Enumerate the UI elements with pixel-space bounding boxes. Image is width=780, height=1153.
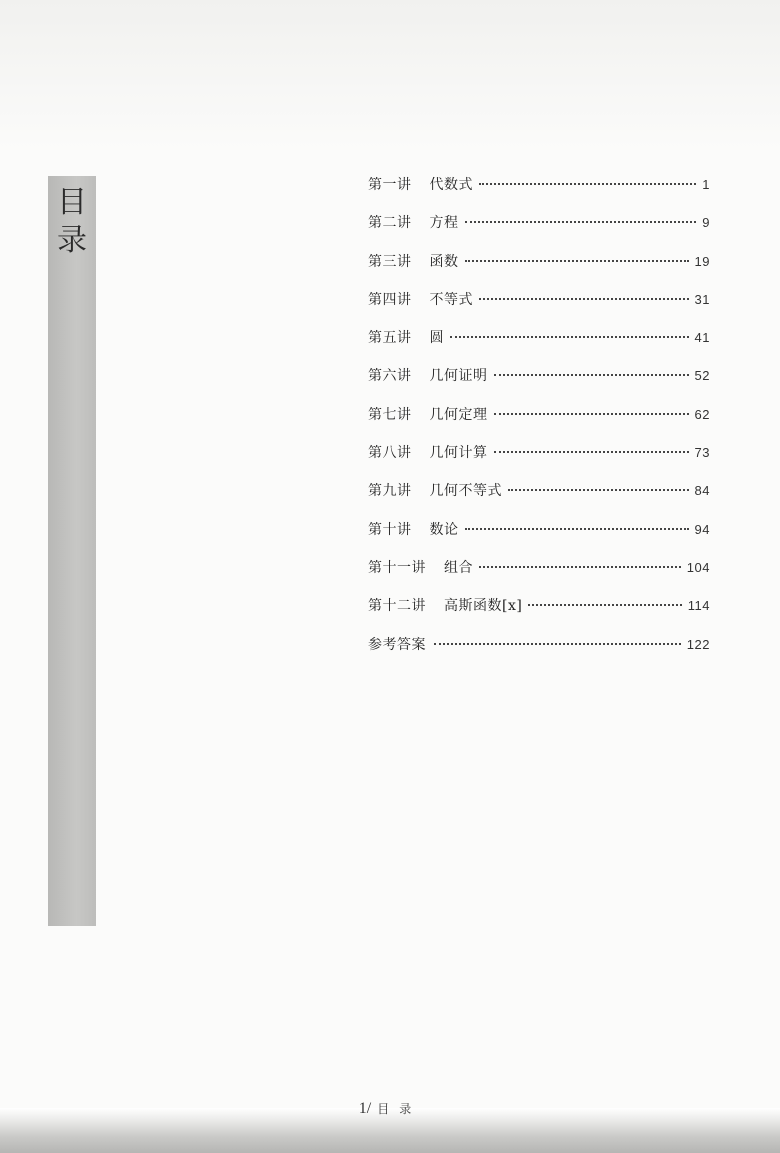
toc-chapter: 第四讲 <box>368 291 412 308</box>
toc-chapter: 第一讲 <box>368 177 412 193</box>
toc-leader-dots <box>465 260 689 262</box>
toc-entry[interactable] <box>368 595 710 633</box>
sidebar-title-char: 目 <box>57 185 87 220</box>
toc-page-number: 62 <box>694 406 710 422</box>
toc-title: 几何计算 <box>429 445 488 462</box>
toc-page-number: 114 <box>687 598 710 614</box>
toc-title: 几何定理 <box>429 406 488 423</box>
toc-entry[interactable] <box>368 404 710 442</box>
sidebar-title-char: 录 <box>57 223 87 258</box>
toc-title: 函数 <box>429 253 459 270</box>
toc-title: 数论 <box>429 521 459 538</box>
toc-leader-dots <box>508 489 689 491</box>
toc-page-number: 122 <box>686 636 710 652</box>
page-footer <box>0 1100 780 1118</box>
toc-entry[interactable] <box>368 365 710 403</box>
toc-chapter: 第十二讲 <box>368 598 426 615</box>
footer-label: 目录 <box>377 1102 422 1116</box>
toc-chapter: 第九讲 <box>368 483 412 500</box>
scan-shadow <box>0 0 780 150</box>
toc-page-number: 73 <box>694 445 710 461</box>
toc-chapter: 第三讲 <box>368 253 412 270</box>
toc-page-number: 52 <box>694 368 710 384</box>
footer-page-number: 1/ <box>358 1100 372 1117</box>
toc-leader-dots <box>465 221 697 223</box>
toc-leader-dots <box>479 566 681 568</box>
toc-entry[interactable] <box>368 289 710 327</box>
toc-entry[interactable] <box>368 480 710 518</box>
toc-chapter: 第二讲 <box>368 215 412 232</box>
toc-title: 方程 <box>429 215 459 232</box>
toc-leader-dots <box>494 374 689 376</box>
toc-title: 圆 <box>429 330 444 347</box>
toc-page-number: 41 <box>694 330 710 346</box>
toc-leader-dots <box>494 451 689 453</box>
toc-chapter: 第八讲 <box>368 445 412 462</box>
toc-leader-dots <box>528 604 681 606</box>
toc-chapter: 第六讲 <box>368 368 412 385</box>
toc-entry[interactable] <box>368 519 710 557</box>
toc-entry-answers[interactable] <box>368 634 710 672</box>
toc-entry[interactable] <box>368 557 710 595</box>
toc-title: 组合 <box>444 559 473 576</box>
toc-title: 代数式 <box>429 177 473 193</box>
toc-chapter: 第十讲 <box>368 521 412 538</box>
toc-title: 几何证明 <box>429 368 488 385</box>
toc-title: 高斯函数[x] <box>444 598 523 615</box>
toc-page-number: 31 <box>694 291 710 307</box>
toc-leader-dots <box>465 528 689 530</box>
sidebar-title <box>48 184 96 260</box>
toc-title: 几何不等式 <box>429 483 502 500</box>
sidebar-band <box>48 176 96 926</box>
toc-leader-dots <box>479 183 696 185</box>
toc-page-number: 1 <box>702 177 710 192</box>
toc-entry[interactable] <box>368 174 710 212</box>
toc-leader-dots <box>434 643 681 645</box>
toc-leader-dots <box>479 298 689 300</box>
toc-entry[interactable] <box>368 251 710 289</box>
toc-page-number: 84 <box>694 483 710 499</box>
toc-chapter: 第十一讲 <box>368 559 426 576</box>
toc-page-number: 9 <box>702 215 710 231</box>
toc-leader-dots <box>494 413 689 415</box>
toc-chapter: 第五讲 <box>368 330 412 347</box>
toc-entry[interactable] <box>368 327 710 365</box>
toc-page-number: 104 <box>686 559 710 575</box>
toc-entry[interactable] <box>368 212 710 250</box>
toc-entry[interactable] <box>368 442 710 480</box>
toc-title: 不等式 <box>429 291 473 308</box>
toc-title: 参考答案 <box>368 636 426 653</box>
toc-page-number: 94 <box>694 521 710 537</box>
toc-chapter: 第七讲 <box>368 406 412 423</box>
toc-page-number: 19 <box>694 253 710 269</box>
table-of-contents <box>368 174 710 672</box>
toc-leader-dots <box>450 336 689 338</box>
